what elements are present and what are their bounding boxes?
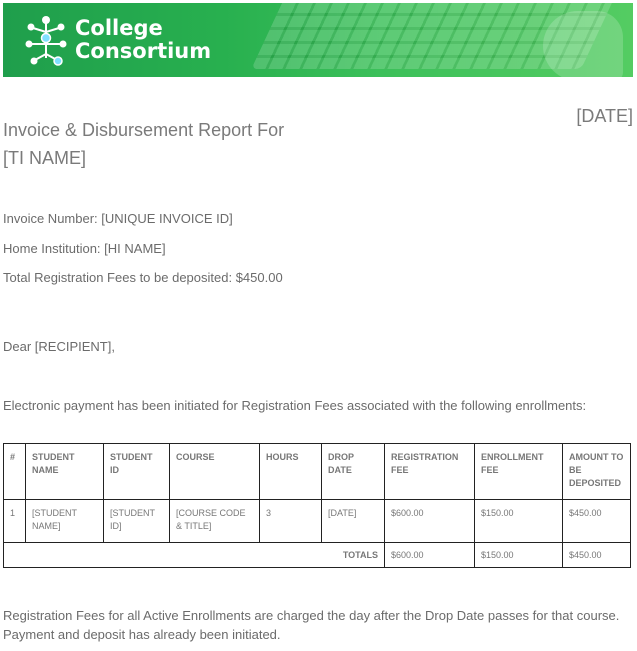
col-header: STUDENT NAME (26, 444, 104, 500)
table-cell: $600.00 (385, 500, 475, 543)
totals-label: TOTALS (4, 543, 385, 568)
col-header: COURSE (170, 444, 260, 500)
table-cell: $150.00 (475, 500, 563, 543)
table-cell: [DATE] (322, 500, 385, 543)
table-cell: [STUDENT ID] (104, 500, 170, 543)
table-header-row (4, 444, 631, 500)
hand-background-image (543, 11, 623, 77)
home-institution: Home Institution: [HI NAME] (3, 241, 166, 256)
circuit-network-logo-icon (23, 14, 69, 66)
totals-enrollment: $150.00 (475, 543, 563, 568)
header-banner (3, 3, 633, 77)
logo-line-2: Consortium (75, 39, 212, 63)
logo-wordmark (75, 17, 211, 63)
footer-line-1: Registration Fees for all Active Enrollments are charged the day after the Drop Date passes for that course. (3, 608, 620, 623)
totals-row (4, 543, 631, 568)
col-header: DROP DATE (322, 444, 385, 500)
col-header: AMOUNT TO BE DEPOSITED (563, 444, 631, 500)
col-header: HOURS (260, 444, 322, 500)
intro-text: Electronic payment has been initiated for Registration Fees associated with the following enrollments: (3, 398, 587, 413)
table-cell: [COURSE CODE & TITLE] (170, 500, 260, 543)
col-header: ENROLLMENT FEE (475, 444, 563, 500)
logo-line-1: College (75, 16, 163, 40)
report-date: [DATE] (576, 106, 633, 126)
report-title (3, 116, 323, 172)
invoice-number: Invoice Number: [UNIQUE INVOICE ID] (3, 211, 233, 226)
table-cell: [STUDENT NAME] (26, 500, 104, 543)
table-cell: $450.00 (563, 500, 631, 543)
table-cell: 1 (4, 500, 26, 543)
totals-registration: $600.00 (385, 543, 475, 568)
col-header: # (4, 444, 26, 500)
col-header: STUDENT ID (104, 444, 170, 500)
enrollments-table (3, 443, 631, 568)
footer-note (3, 606, 633, 644)
report-title-line-2: [TI NAME] (3, 148, 87, 168)
footer-line-2: Payment and deposit has already been initiated. (3, 627, 281, 642)
table-cell: 3 (260, 500, 322, 543)
report-title-line-1: Invoice & Disbursement Report For (3, 120, 285, 140)
totals-deposited: $450.00 (563, 543, 631, 568)
col-header: REGISTRATION FEE (385, 444, 475, 500)
table-row (4, 500, 631, 543)
total-registration-fees: Total Registration Fees to be deposited: $450.00 (3, 270, 283, 285)
greeting: Dear [RECIPIENT], (3, 339, 115, 354)
